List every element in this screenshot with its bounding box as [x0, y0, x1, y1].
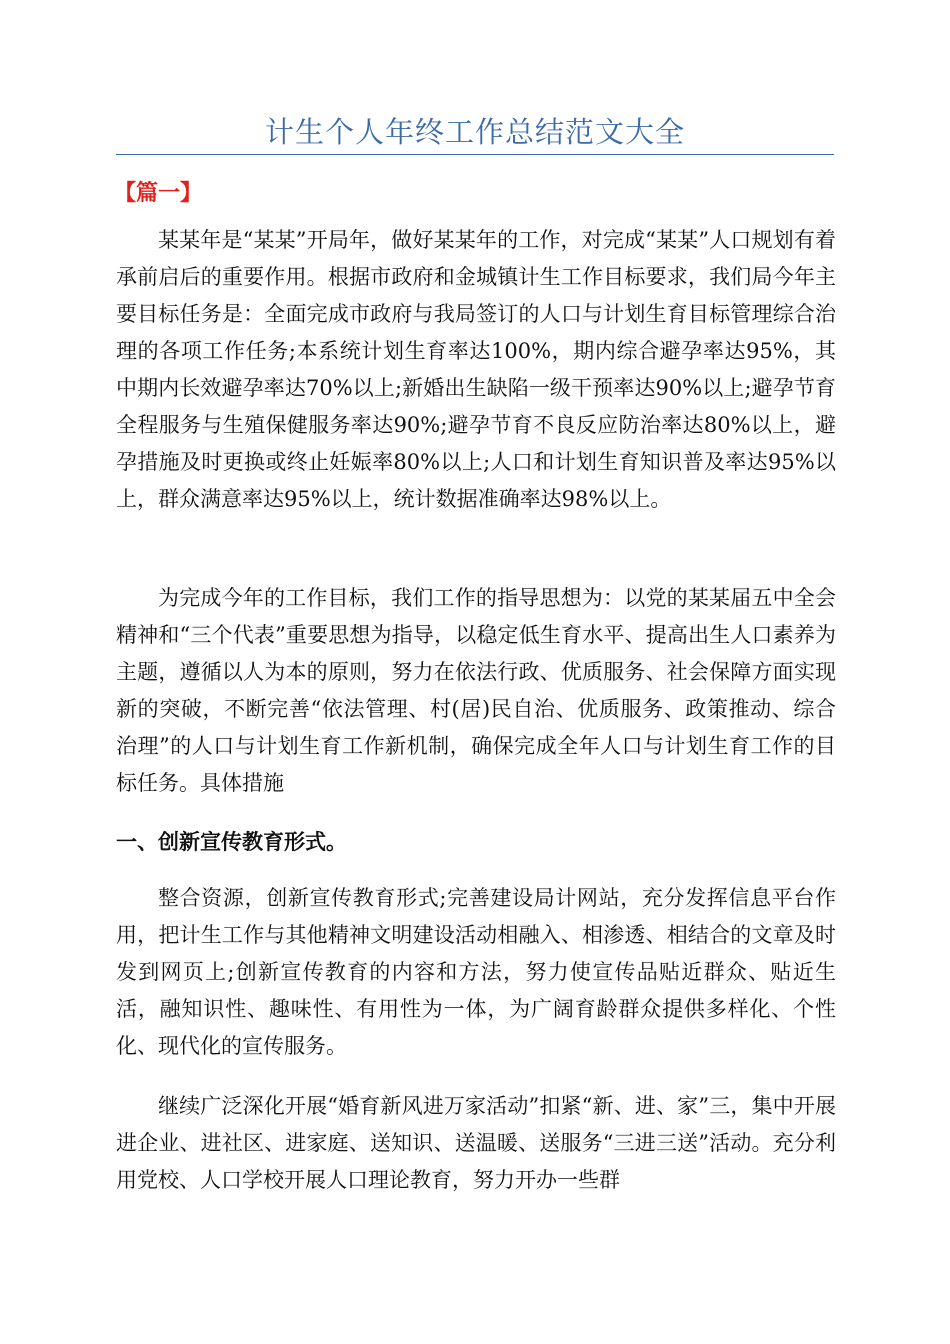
paragraph-targets: 某某年是“某某”开局年，做好某某年的工作，对完成“某某”人口规划有着承前启后的重要作用。根据市政府和金城镇计生工作目标要求，我们局今年主要目标任务是：全面完成市政府与我局签订的人口与计划生育目标管理综合治理的各项工作任务;本系统计划生育率达100%，期内综合避孕率达95%，其中期内长效避孕率达70%以上;新婚出生缺陷一级干预率达90%以上;避孕节育全程服务与生殖保健服务率达90%;避孕节育不良反应防治率达80%以上，避孕措施及时更换或终止妊娠率80%以上;人口和计划生育知识普及率达95%以上，群众满意率达95%以上，统计数据准确率达98%以上。	[116, 228, 836, 511]
paragraph-propaganda: 整合资源，创新宣传教育形式;完善建设局计网站，充分发挥信息平台作用，把计生工作与其他精神文明建设活动相融入、相渗透、相结合的文章及时发到网页上;创新宣传教育的内容和方法，努力使宣传品贴近群众、贴近生活，融知识性、趣味性、有用性为一体，为广阔育龄群众提供多样化、个性化、现代化的宣传服务。	[116, 886, 836, 1058]
section-tag: 【篇一】	[114, 181, 203, 206]
paragraph-guiding-ideology: 为完成今年的工作目标，我们工作的指导思想为：以党的某某届五中全会精神和“三个代表”重要思想为指导，以稳定低生育水平、提高出生人口素养为主题，遵循以人为本的原则，努力在依法行政、优质服务、社会保障方面实现新的突破，不断完善“依法管理、村(居)民自治、优质服务、政策推动、综合治理”的人口与计划生育工作新机制，确保完成全年人口与计划生育工作的目标任务。具体措施	[116, 586, 836, 795]
paragraph-activities: 继续广泛深化开展“婚育新风进万家活动”扣紧“新、进、家”三，集中开展进企业、进社区、进家庭、送知识、送温暖、送服务“三进三送”活动。充分利用党校、人口学校开展人口理论教育，努力开办一些群	[116, 1094, 836, 1192]
section-heading-1: 一、创新宣传教育形式。	[116, 830, 347, 854]
document-title: 计生个人年终工作总结范文大全	[264, 115, 685, 149]
title-underline	[116, 154, 834, 155]
